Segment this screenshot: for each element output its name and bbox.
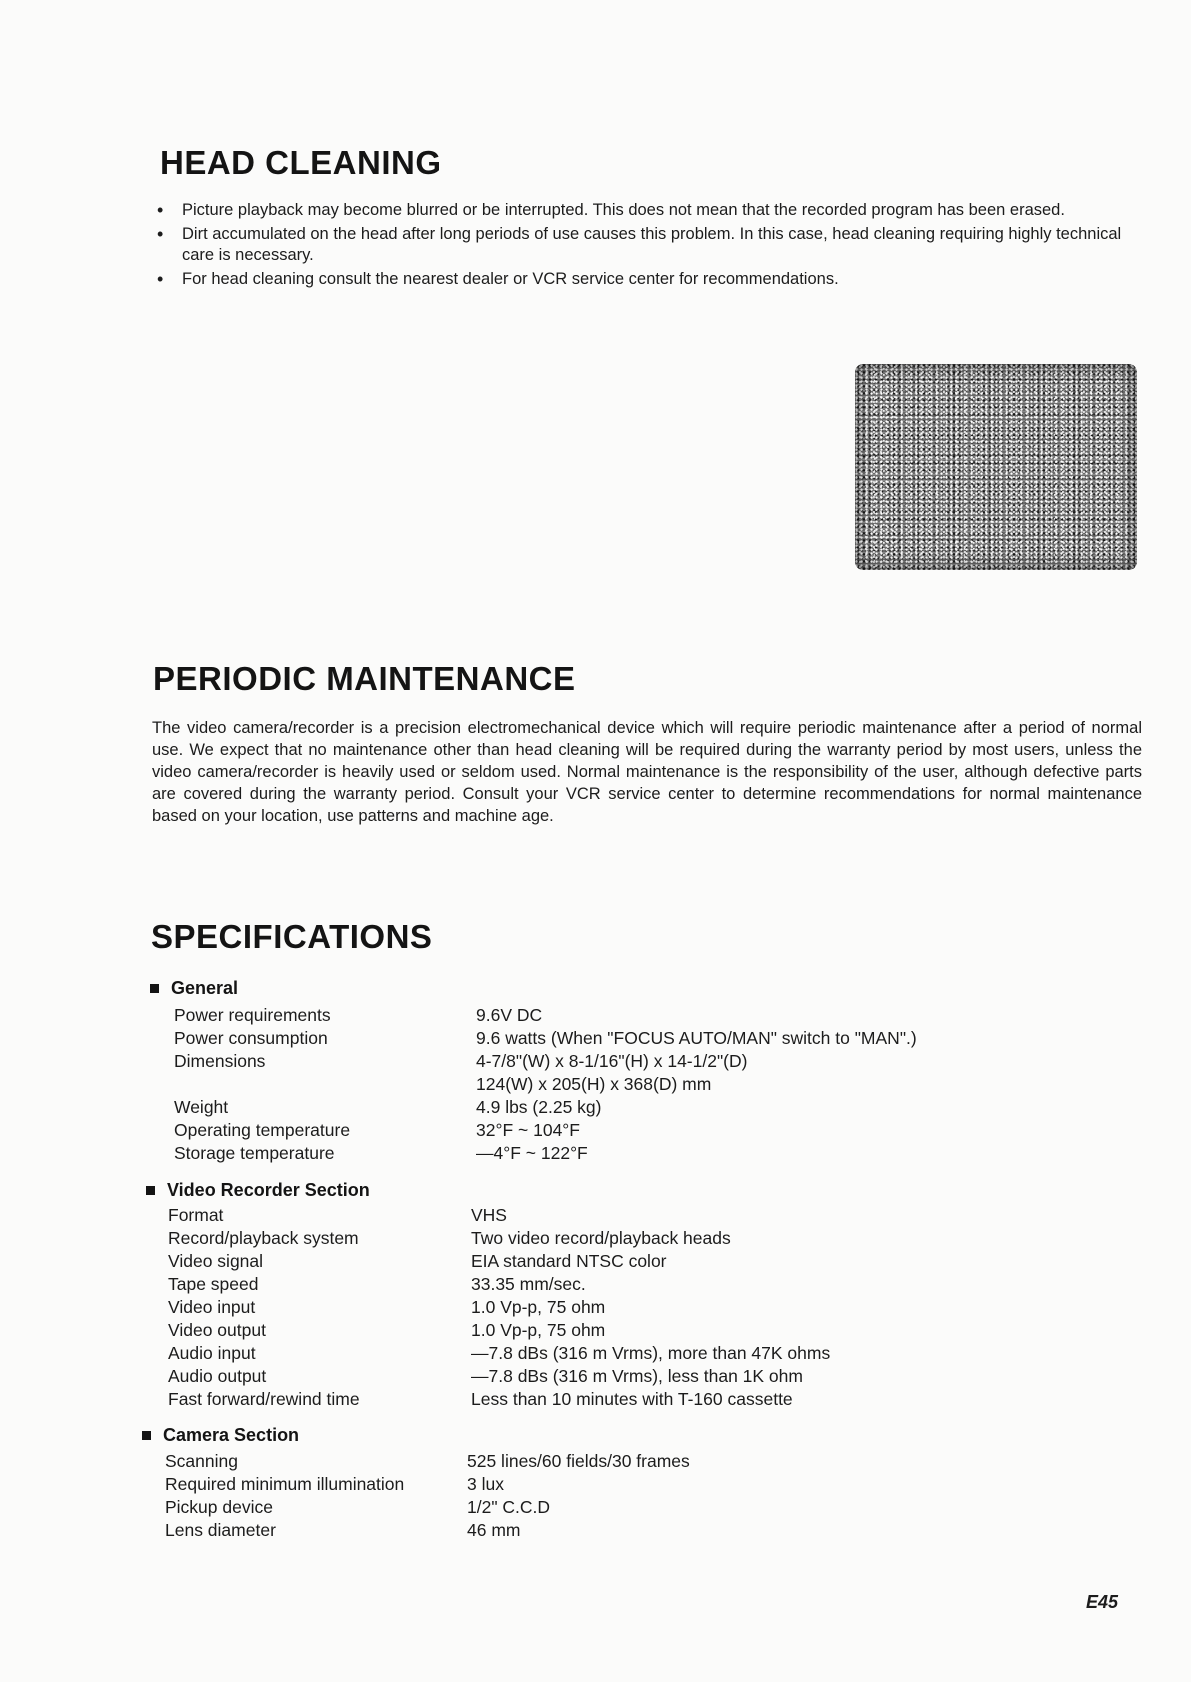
spec-value: 3 lux: [467, 1474, 504, 1494]
spec-value: Less than 10 minutes with T-160 cassette: [471, 1389, 793, 1409]
spec-label: Audio output: [168, 1366, 267, 1386]
spec-value: EIA standard NTSC color: [471, 1251, 667, 1271]
spec-label: Storage temperature: [174, 1143, 335, 1163]
periodic-maintenance-title: PERIODIC MAINTENANCE: [153, 660, 576, 697]
head-cleaning-bullets: [157, 200, 1147, 293]
section-label: Video Recorder Section: [167, 1180, 370, 1200]
spec-label: Video signal: [168, 1251, 264, 1271]
spec-label: Lens diameter: [165, 1520, 276, 1540]
head-cleaning-title: HEAD CLEANING: [160, 144, 442, 181]
spec-label: Fast forward/rewind time: [168, 1389, 360, 1409]
spec-label: Scanning: [165, 1451, 238, 1471]
spec-label: Required minimum illumination: [165, 1474, 405, 1494]
spec-value: 9.6 watts (When "FOCUS AUTO/MAN" switch to "MAN".): [476, 1028, 917, 1048]
spec-label: Record/playback system: [168, 1228, 359, 1248]
spec-value: 525 lines/60 fields/30 frames: [467, 1451, 690, 1471]
section-label: General: [171, 978, 239, 998]
section-label: Camera Section: [163, 1425, 300, 1445]
video-recorder-heading: [146, 1180, 370, 1201]
spec-value: 9.6V DC: [476, 1005, 543, 1025]
spec-value: 4.9 lbs (2.25 kg): [476, 1097, 602, 1117]
spec-label: Power consumption: [174, 1028, 328, 1048]
general-heading: [150, 978, 238, 999]
spec-value-metric: 124(W) x 205(H) x 368(D) mm: [476, 1074, 712, 1094]
spec-label: Video output: [168, 1320, 266, 1340]
spec-value: VHS: [471, 1205, 507, 1225]
spec-value: 32°F ~ 104°F: [476, 1120, 580, 1140]
spec-label: Tape speed: [168, 1274, 259, 1294]
spec-label: Pickup device: [165, 1497, 273, 1517]
bullet-item: • Picture playback may become blurred or be interrupted. This does not mean that the recorded program has been erased.: [157, 200, 1147, 221]
spec-label: Operating temperature: [174, 1120, 351, 1140]
spec-label: Weight: [174, 1097, 229, 1117]
spec-value: —4°F ~ 122°F: [476, 1143, 588, 1163]
spec-value: 4-7/8"(W) x 8-1/16"(H) x 14-1/2"(D): [476, 1051, 748, 1071]
spec-label: Video input: [168, 1297, 256, 1317]
spec-label: Power requirements: [174, 1005, 331, 1025]
spec-value: 46 mm: [467, 1520, 521, 1540]
spec-label: Dimensions: [174, 1051, 266, 1071]
spec-value: 1.0 Vp-p, 75 ohm: [471, 1297, 606, 1317]
spec-value: Two video record/playback heads: [471, 1228, 731, 1248]
periodic-maintenance-text: The video camera/recorder is a precision electromechanical device which will require periodic maintenance after a period of normal use. We expect that no maintenance other than head cleaning will be required during the warranty period by most users, unless the video camera/recorder is heavily used or seldom used. Normal maintenance is the responsibility of the user, although defective parts are covered during the warranty period. Consult your VCR service center to determine recommendations for normal maintenance based on your location, use patterns and machine age.: [152, 719, 1142, 825]
square-bullet-icon: [146, 1186, 155, 1195]
bullet-item: • For head cleaning consult the nearest dealer or VCR service center for recommendations.: [157, 269, 1147, 290]
spec-value: —7.8 dBs (316 m Vrms), more than 47K ohms: [471, 1343, 831, 1363]
bullet-item: • Dirt accumulated on the head after long periods of use causes this problem. In this case, head cleaning requiring highly technical care is necessary.: [157, 224, 1147, 266]
square-bullet-icon: [142, 1431, 151, 1440]
spec-label: Audio input: [168, 1343, 256, 1363]
spec-label: Format: [168, 1205, 224, 1225]
page-number: E45: [1086, 1592, 1119, 1612]
noisy-screen-image: [855, 364, 1137, 570]
camera-heading: [142, 1425, 299, 1446]
spec-value: —7.8 dBs (316 m Vrms), less than 1K ohm: [471, 1366, 803, 1386]
square-bullet-icon: [150, 984, 159, 993]
spec-value: 1/2" C.C.D: [467, 1497, 551, 1517]
spec-value: 1.0 Vp-p, 75 ohm: [471, 1320, 606, 1340]
specifications-title: SPECIFICATIONS: [151, 918, 433, 955]
spec-value: 33.35 mm/sec.: [471, 1274, 586, 1294]
